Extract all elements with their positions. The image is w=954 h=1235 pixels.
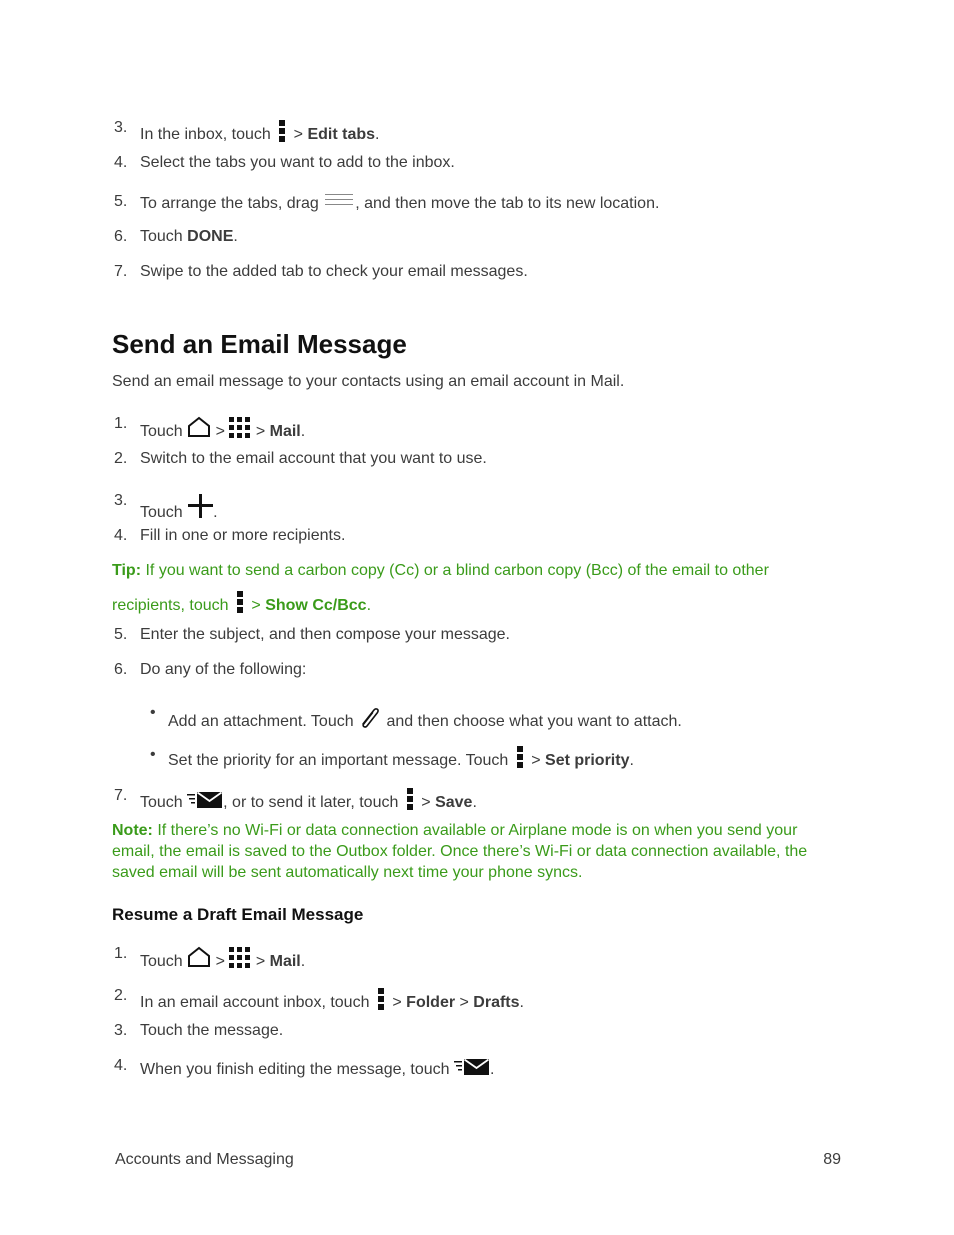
bullet-dot: • (150, 746, 156, 763)
bullet-add-attachment: Add an attachment. Touch and then choose what you want to attach. (168, 704, 682, 731)
step-touch-plus: Touch . (140, 493, 218, 522)
apps-grid-icon (229, 947, 251, 969)
step-number: 4. (114, 1057, 128, 1074)
step-number: 6. (114, 661, 128, 678)
home-icon (187, 416, 211, 438)
step-options: Do any of the following: (140, 661, 307, 678)
menu-icon (407, 788, 413, 810)
step-touch-message: Touch the message. (140, 1022, 284, 1039)
step-number: 7. (114, 263, 128, 280)
menu-icon (279, 120, 285, 142)
step-touch-done: Touch DONE. (140, 228, 238, 245)
step-number: 4. (114, 154, 128, 171)
drag-handle-icon (325, 194, 353, 208)
menu-icon (237, 591, 243, 613)
footer-section: Accounts and Messaging (115, 1151, 294, 1168)
step-number: 6. (114, 228, 128, 245)
plus-icon (187, 493, 213, 519)
step-open-mail: Touch > > Mail. (140, 946, 305, 971)
paperclip-icon (358, 704, 382, 730)
step-fill-recipients: Fill in one or more recipients. (140, 527, 346, 544)
step-number: 7. (114, 787, 128, 804)
step-number: 4. (114, 527, 128, 544)
step-number: 3. (114, 119, 128, 136)
section-intro: Send an email message to your contacts using an email account in Mail. (112, 373, 625, 390)
bullet-set-priority: Set the priority for an important message. Touch > Set priority. (168, 746, 634, 770)
note-line-2: email, the email is saved to the Outbox folder. Once there’s Wi-Fi or data connection available, the (112, 843, 808, 860)
step-number: 5. (114, 193, 128, 210)
step-number: 2. (114, 450, 128, 467)
step-open-mail: Touch > > Mail. (140, 416, 305, 441)
send-mail-icon (187, 791, 223, 809)
bullet-dot: • (150, 704, 156, 721)
step-switch-account: Switch to the email account that you want to use. (140, 450, 487, 467)
step-number: 3. (114, 1022, 128, 1039)
note-line-1: Note: If there’s no Wi-Fi or data connection available or Airplane mode is on when you send your (112, 822, 798, 839)
step-open-drafts: In an email account inbox, touch > Folder > Drafts. (140, 988, 524, 1012)
tip-line-2: recipients, touch > Show Cc/Bcc. (112, 591, 371, 615)
step-number: 1. (114, 945, 128, 962)
step-number: 1. (114, 415, 128, 432)
note-line-3: saved email will be sent automatically next time your phone syncs. (112, 864, 583, 881)
step-number: 5. (114, 626, 128, 643)
send-mail-icon (454, 1058, 490, 1076)
section-title: Send an Email Message (112, 329, 407, 359)
step-swipe: Swipe to the added tab to check your email messages. (140, 263, 528, 280)
home-icon (187, 946, 211, 968)
subsection-title: Resume a Draft Email Message (112, 905, 364, 924)
apps-grid-icon (229, 417, 251, 439)
menu-icon (517, 746, 523, 768)
step-select-tabs: Select the tabs you want to add to the inbox. (140, 154, 455, 171)
step-number: 3. (114, 492, 128, 509)
step-edit-tabs: In the inbox, touch > Edit tabs. (140, 120, 379, 144)
step-compose: Enter the subject, and then compose your message. (140, 626, 510, 643)
menu-icon (378, 988, 384, 1010)
step-arrange-tabs: To arrange the tabs, drag , and then move the tab to its new location. (140, 195, 660, 212)
tip-line-1: Tip: If you want to send a carbon copy (Cc) or a blind carbon copy (Bcc) of the email to other (112, 562, 769, 579)
step-number: 2. (114, 987, 128, 1004)
footer-page-number: 89 (823, 1151, 841, 1168)
step-send: Touch , or to send it later, touch > Save. (140, 788, 477, 812)
step-finish-send: When you finish editing the message, touch . (140, 1058, 494, 1079)
